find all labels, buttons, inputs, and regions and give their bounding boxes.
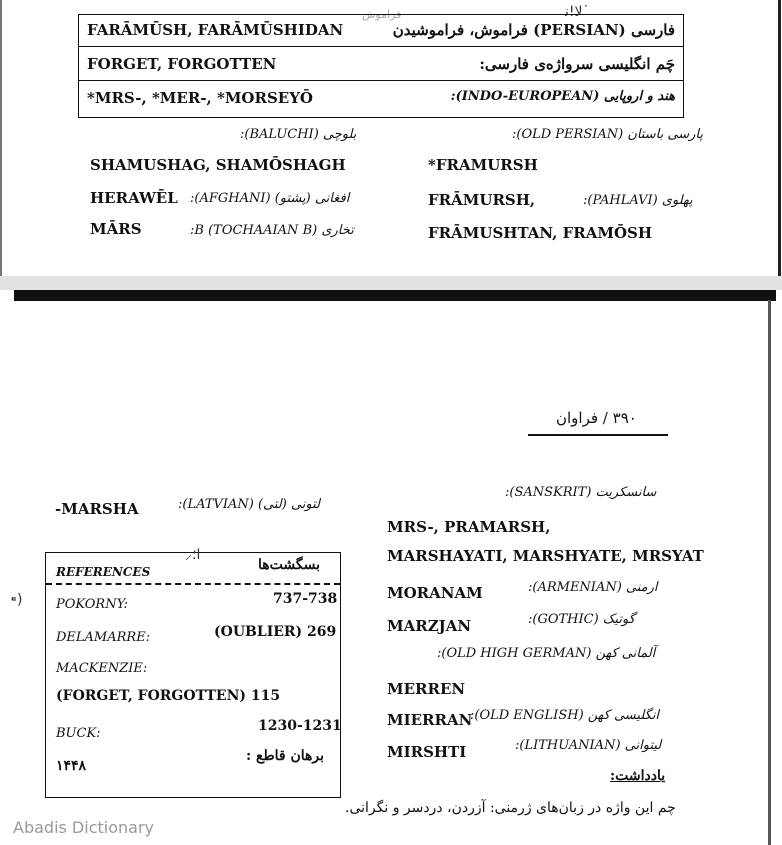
- pen-scribble-2: ⸝ا؛: [185, 547, 201, 563]
- old-persian-label: پارسی باستان (OLD PERSIAN):: [512, 127, 703, 142]
- borhan-value: ۱۴۴۸: [56, 758, 87, 774]
- buck-label: BUCK:: [56, 726, 101, 741]
- english-meaning: FORGET, FORGOTTEN: [87, 55, 277, 73]
- mackenzie-label: MACKENZIE:: [56, 661, 148, 676]
- notes-text: چم این واژه در زبان‌های ژرمنی: آزردن، دردسر و نگرانی.: [345, 800, 676, 816]
- latvian-label: لتونی (لتی) (LATVIAN):: [178, 497, 320, 512]
- page-gap-band: [0, 276, 782, 290]
- page-header-rule: [528, 434, 668, 436]
- tochaaian-label: تخاری B (TOCHAAIAN B):: [190, 223, 354, 238]
- old-high-german-label: آلمانی کهن (OLD HIGH GERMAN):: [437, 646, 656, 661]
- afghani-label: افغانی (پشتو) (AFGHANI):: [190, 191, 350, 206]
- baluchi-value: SHAMUSHAG, SHAMŌSHAGH: [90, 156, 346, 174]
- buck-value: 1230-1231: [258, 718, 342, 734]
- pen-scribble: ﻻ!ﻧ˙: [565, 4, 590, 20]
- baluchi-label: بلوچی (BALUCHI):: [240, 127, 357, 142]
- scan-edge-right: [778, 0, 781, 282]
- old-persian-value: *FRAMURSH: [428, 156, 538, 174]
- latvian-value: -MARSHA: [55, 500, 139, 518]
- delamarre-value: (OUBLIER) 269: [214, 624, 337, 640]
- pokorny-label: POKORNY:: [56, 597, 128, 612]
- persian-label: فارسی (PERSIAN) فراموش، فراموشیدن: [392, 21, 675, 39]
- header-row-persian: [79, 15, 683, 47]
- references-box: [45, 552, 341, 798]
- english-meaning-label: چَم انگلیسی سرواژه‌ی فارسی:: [479, 55, 675, 73]
- scan-edge-right-bottom: [768, 300, 771, 845]
- references-title-persian: بسگشت‌ها: [258, 557, 321, 573]
- pokorny-value: 737-738: [273, 591, 338, 607]
- borhan-label: برهان قاطع :: [246, 748, 325, 764]
- watermark: Abadis Dictionary: [13, 818, 154, 837]
- sanskrit-label: سانسکریت (SANSKRIT):: [505, 485, 657, 500]
- entry-header-table: [78, 14, 684, 118]
- header-row-indo-european: [79, 83, 683, 114]
- references-title: REFERENCES: [56, 565, 151, 579]
- mackenzie-value: (FORGET, FORGOTTEN) 115: [56, 688, 281, 704]
- gothic-label: گوتیک (GOTHIC):: [528, 612, 635, 627]
- pen-scribble-3: ⁌): [10, 592, 23, 608]
- pahlavi-value: FRĀMURSH,: [428, 191, 536, 209]
- notes-label: یادداشت:: [610, 768, 666, 784]
- header-row-english: [79, 49, 683, 81]
- old-english-label: انگلیسی کهن (OLD ENGLISH):: [470, 708, 660, 723]
- armenian-value: MORANAM: [387, 584, 483, 602]
- persian-headword: FARĀMŪSH, FARĀMŪSHIDAN: [87, 21, 344, 39]
- lithuanian-value: MIRSHTI: [387, 743, 467, 761]
- scan-edge-left: [0, 0, 2, 282]
- sanskrit-value-2: MARSHAYATI, MARSHYATE, MRSYAT: [387, 547, 704, 565]
- old-high-german-value: MERREN: [387, 680, 466, 698]
- indo-european-label: هند و اروپایی (INDO-EUROPEAN):: [450, 89, 675, 104]
- tochaaian-value: MĀRS: [90, 220, 142, 238]
- old-english-value: MIERRAN: [387, 711, 473, 729]
- faint-handwritten-label: فراموش: [362, 8, 402, 21]
- afghani-value: HERAWĒL: [90, 189, 178, 207]
- page-header: ۳۹۰ / فراوان: [556, 409, 637, 427]
- sanskrit-value-1: MRS-, PRAMARSH,: [387, 518, 551, 536]
- references-dashed-rule: [46, 583, 340, 585]
- pahlavi-value-2: FRĀMUSHTAN, FRAMŌSH: [428, 224, 653, 242]
- gothic-value: MARZJAN: [387, 617, 472, 635]
- delamarre-label: DELAMARRE:: [56, 630, 151, 645]
- indo-european-roots: *MRS-, *MER-, *MORSEYŌ: [87, 89, 314, 107]
- armenian-label: ارمنی (ARMENIAN):: [528, 580, 658, 595]
- scan-shadow-bar: [14, 290, 776, 301]
- pahlavi-label: پهلوی (PAHLAVI):: [583, 193, 693, 208]
- lithuanian-label: لیتوانی (LITHUANIAN):: [515, 738, 662, 753]
